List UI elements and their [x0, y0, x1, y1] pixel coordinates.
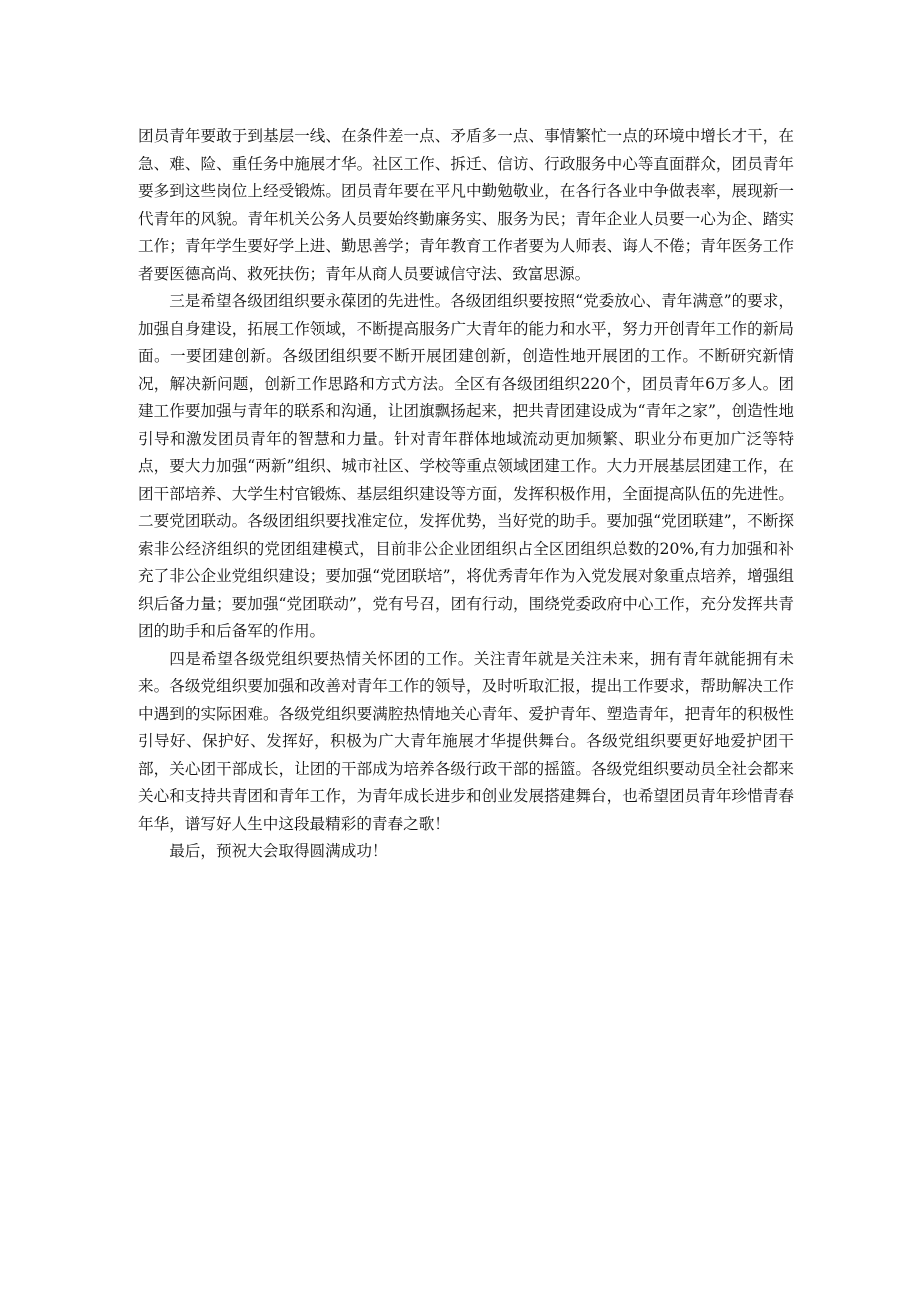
- paragraph-league-advancement: 三是希望各级团组织要永葆团的先进性。各级团组织要按照“党委放心、青年满意”的要求，加强自身建设，拓展工作领域，不断提高服务广大青年的能力和水平，努力开创青年工作的新局面。一要团建创新。各级团组织要不断开展团建创新，创造性地开展团的工作。不断研究新情况，解决新问题，创新工作思路和方式方法。全区有各级团组织220个，团员青年6万多人。团建工作要加强与青年的联系和沟通，让团旗飘扬起来，把共青团建设成为“青年之家”，创造性地引导和激发团员青年的智慧和力量。针对青年群体地域流动更加频繁、职业分布更加广泛等特点，要大力加强“两新”组织、城市社区、学校等重点领域团建工作。大力开展基层团建工作，在团干部培养、大学生村官锻炼、基层组织建设等方面，发挥积极作用，全面提高队伍的先进性。二要党团联动。各级团组织要找准定位，发挥优势，当好党的助手。要加强“党团联建”，不断探索非公经济组织的党团组建模式，目前非公企业团组织占全区团组织总数的20%,有力加强和补充了非公企业党组织建设；要加强“党团联培”，将优秀青年作为入党发展对象重点培养，增强组织后备力量；要加强“党团联动”，党有号召，团有行动，围绕党委政府中心工作，充分发挥共青团的助手和后备军的作用。: [138, 292, 794, 640]
- paragraph-youth-grassroots: 团员青年要敢于到基层一线、在条件差一点、矛盾多一点、事情繁忙一点的环境中增长才干，在急、难、险、重任务中施展才华。社区工作、拆迁、信访、行政服务中心等直面群众，团员青年要多到这些岗位上经受锻炼。团员青年要在平凡中勤勉敬业，在各行各业中争做表率，展现新一代青年的风貌。青年机关公务人员要始终勤廉务实、服务为民；青年企业人员要一心为企、踏实工作；青年学生要好学上进、勤思善学；青年教育工作者要为人师表、诲人不倦；青年医务工作者要医德高尚、救死扶伤；青年从商人员要诚信守法、致富思源。: [138, 127, 794, 283]
- paragraph-party-care: 四是希望各级党组织要热情关怀团的工作。关注青年就是关注未来，拥有青年就能拥有未来。各级党组织要加强和改善对青年工作的领导，及时听取汇报，提出工作要求，帮助解决工作中遇到的实际困难。各级党组织要满腔热情地关心青年、爱护青年、塑造青年，把青年的积极性引导好、保护好、发挥好，积极为广大青年施展才华提供舞台。各级党组织要更好地爱护团干部，关心团干部成长，让团的干部成为培养各级行政干部的摇篮。各级党组织要动员全社会都来关心和支持共青团和青年工作，为青年成长进步和创业发展搭建舞台，也希望团员青年珍惜青春年华，谱写好人生中这段最精彩的青春之歌！: [138, 649, 794, 833]
- document-body: [138, 123, 794, 866]
- paragraph-closing-wish: 最后，预祝大会取得圆满成功！: [169, 842, 388, 860]
